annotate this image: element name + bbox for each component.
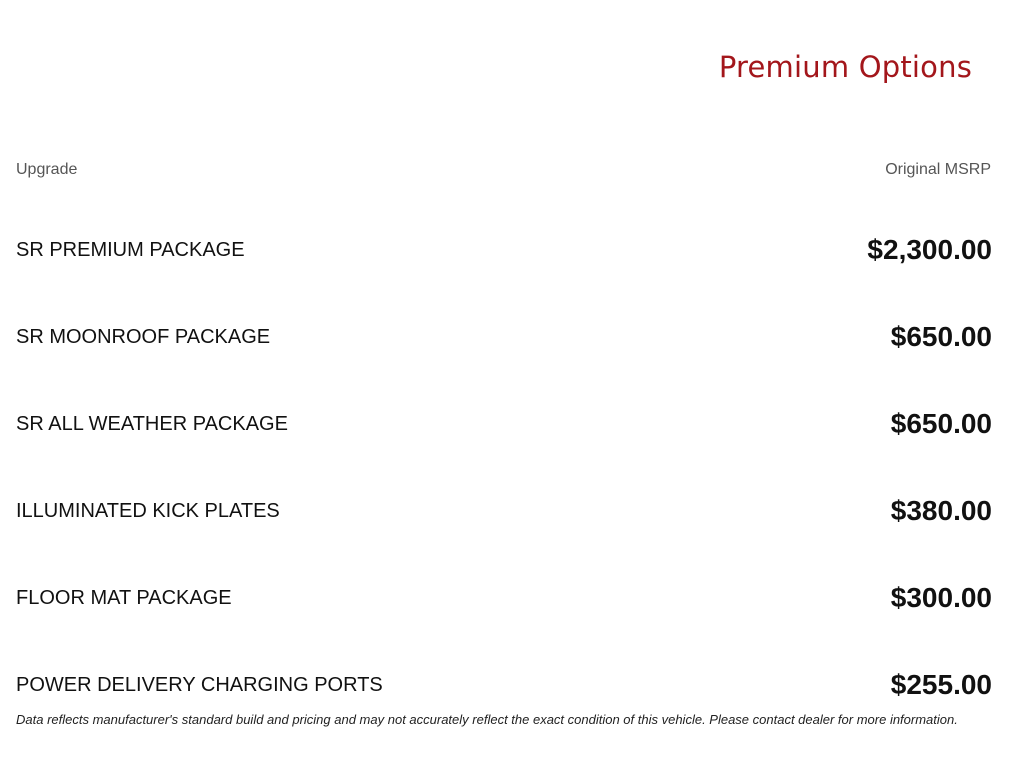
- page-title: Premium Options: [718, 50, 972, 84]
- option-price: $255.00: [890, 668, 992, 700]
- msrp-column-header: Original MSRP: [885, 161, 991, 178]
- option-name: SR ALL WEATHER PACKAGE: [16, 412, 288, 435]
- option-price: $2,300.00: [867, 233, 992, 265]
- pricing-disclaimer: Data reflects manufacturer's standard build and pricing and may not accurately reflect the exact condition of this vehicle. Please contact dealer for more information.: [16, 712, 958, 727]
- option-row: [16, 293, 992, 380]
- option-name: FLOOR MAT PACKAGE: [16, 586, 232, 609]
- options-list: [16, 206, 992, 728]
- option-row: [16, 380, 992, 467]
- option-price: $650.00: [890, 320, 992, 352]
- option-name: POWER DELIVERY CHARGING PORTS: [16, 673, 383, 696]
- option-row: [16, 206, 992, 293]
- option-name: SR PREMIUM PACKAGE: [16, 238, 245, 261]
- option-name: ILLUMINATED KICK PLATES: [16, 499, 280, 522]
- option-price: $650.00: [890, 407, 992, 439]
- option-row: [16, 467, 992, 554]
- option-price: $300.00: [890, 581, 992, 613]
- option-price: $380.00: [890, 494, 992, 526]
- option-name: SR MOONROOF PACKAGE: [16, 325, 271, 348]
- upgrade-column-header: Upgrade: [16, 161, 78, 178]
- option-row: [16, 554, 992, 641]
